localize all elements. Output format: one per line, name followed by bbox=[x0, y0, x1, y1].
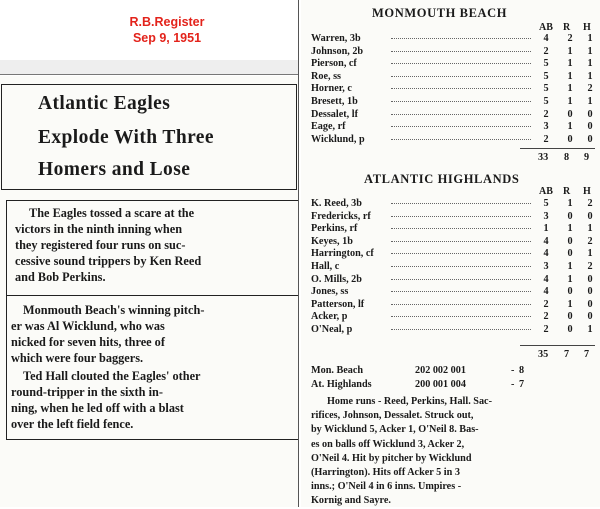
player-ab: 4 bbox=[543, 286, 549, 298]
leader-dots bbox=[391, 253, 531, 254]
headline-box bbox=[1, 84, 297, 190]
player-r: 0 bbox=[567, 133, 573, 145]
leader-dots bbox=[391, 291, 531, 292]
team1-player-row bbox=[311, 58, 593, 70]
linescore-runs: 7 bbox=[519, 379, 525, 390]
story-line: ning, when he led off with a blast bbox=[11, 401, 184, 415]
story-line: nicked for seven hits, three of bbox=[11, 335, 165, 349]
team2-total-h: 7 bbox=[584, 349, 590, 360]
leader-dots bbox=[391, 316, 531, 317]
notes-line: (Harrington). Hits off Acker 5 in 3 bbox=[311, 467, 460, 478]
player-r: 1 bbox=[567, 261, 573, 272]
notes-line: Kornig and Sayre. bbox=[311, 495, 391, 507]
col-header-r: R bbox=[563, 186, 571, 197]
leader-dots bbox=[391, 228, 531, 229]
team2-player-row bbox=[311, 286, 593, 298]
player-h: 2 bbox=[587, 235, 593, 247]
player-h: 0 bbox=[587, 298, 593, 310]
player-h: 0 bbox=[587, 108, 593, 120]
team2-player-row bbox=[311, 198, 593, 210]
player-name: Warren, 3b bbox=[311, 33, 361, 44]
source-publication: R.B.Register bbox=[129, 15, 205, 29]
linescore-row: At. Highlands 200 001 004 - 7 bbox=[311, 379, 525, 390]
leader-dots bbox=[391, 241, 531, 242]
player-h: 0 bbox=[587, 273, 593, 285]
player-h: 2 bbox=[587, 83, 593, 95]
player-name: Fredericks, rf bbox=[311, 210, 371, 222]
player-r: 0 bbox=[567, 248, 573, 260]
subhead-line: The Eagles tossed a scare at the bbox=[29, 206, 195, 220]
col-header-ab: AB bbox=[539, 186, 553, 197]
player-name: Harrington, cf bbox=[311, 248, 374, 260]
player-h: 1 bbox=[587, 248, 593, 260]
player-h: 2 bbox=[587, 198, 593, 209]
col-header-h: H bbox=[583, 186, 591, 197]
linescore-team: Mon. Beach bbox=[311, 365, 364, 376]
story-line: over the left field fence. bbox=[11, 417, 134, 431]
player-h: 1 bbox=[587, 45, 593, 57]
subhead-line: and Bob Perkins. bbox=[15, 270, 106, 284]
leader-dots bbox=[391, 329, 531, 330]
leader-dots bbox=[391, 126, 531, 127]
player-r: 0 bbox=[567, 286, 573, 298]
linescore-innings: 200 001 004 bbox=[415, 379, 466, 390]
team1-player-row bbox=[311, 121, 593, 133]
team1-player-row bbox=[311, 134, 593, 146]
team2-player-row bbox=[311, 211, 593, 223]
team2-title: ATLANTIC HIGHLANDS bbox=[364, 172, 520, 186]
player-r: 1 bbox=[567, 198, 573, 209]
leader-dots bbox=[391, 216, 531, 217]
player-h: 0 bbox=[587, 133, 593, 145]
leader-dots bbox=[391, 101, 531, 102]
player-r: 0 bbox=[567, 108, 573, 120]
player-r: 1 bbox=[567, 298, 573, 310]
team2-player-row bbox=[311, 261, 593, 273]
player-name: Pierson, cf bbox=[311, 58, 357, 70]
player-name: Johnson, 2b bbox=[311, 45, 364, 57]
player-name: Patterson, lf bbox=[311, 298, 365, 310]
team2-totals-rule bbox=[520, 345, 595, 346]
story-line: round-tripper in the sixth in- bbox=[11, 385, 163, 399]
player-ab: 5 bbox=[543, 58, 549, 70]
subhead-line: they registered four runs on suc- bbox=[15, 238, 186, 252]
linescore-runs: 8 bbox=[519, 365, 525, 376]
notes-line: es on balls off Wicklund 3, Acker 2, bbox=[311, 438, 465, 450]
player-r: 0 bbox=[567, 235, 573, 247]
player-h: 1 bbox=[587, 58, 593, 70]
notes-line: by Wicklund 5, Acker 1, O'Neil 8. Bas- bbox=[311, 424, 479, 436]
headline-line-3: Homers and Lose bbox=[38, 159, 191, 180]
player-ab: 2 bbox=[543, 45, 549, 57]
leader-dots bbox=[391, 88, 531, 89]
team2-player-row bbox=[311, 236, 593, 248]
leader-dots bbox=[391, 304, 531, 305]
player-r: 0 bbox=[567, 311, 573, 323]
player-r: 1 bbox=[567, 70, 573, 82]
player-name: O. Mills, 2b bbox=[311, 273, 362, 285]
team2-player-row bbox=[311, 274, 593, 286]
team2-total-r: 7 bbox=[564, 349, 570, 360]
player-h: 1 bbox=[587, 223, 593, 235]
player-h: 0 bbox=[587, 286, 593, 298]
story-box bbox=[6, 296, 299, 440]
player-ab: 4 bbox=[543, 273, 549, 285]
team2-total-ab: 35 bbox=[538, 349, 549, 360]
team2-player-row bbox=[311, 324, 593, 336]
player-ab: 1 bbox=[543, 223, 549, 235]
player-ab: 3 bbox=[543, 210, 549, 222]
player-name: Eage, rf bbox=[311, 121, 346, 133]
player-name: Dessalet, lf bbox=[311, 108, 358, 120]
player-ab: 2 bbox=[543, 108, 549, 120]
player-ab: 5 bbox=[543, 70, 549, 82]
player-r: 0 bbox=[567, 210, 573, 222]
story-line: er was Al Wicklund, who was bbox=[11, 319, 165, 333]
player-ab: 4 bbox=[543, 33, 549, 44]
player-r: 1 bbox=[567, 83, 573, 95]
source-date: Sep 9, 1951 bbox=[132, 31, 202, 45]
player-name: Perkins, rf bbox=[311, 223, 358, 235]
notes-line: O'Neil 4. Hit by pitcher by Wicklund bbox=[311, 452, 472, 464]
player-ab: 3 bbox=[543, 261, 549, 272]
player-name: Jones, ss bbox=[311, 286, 349, 298]
team1-player-row bbox=[311, 83, 593, 95]
player-r: 1 bbox=[567, 273, 573, 285]
player-name: Hall, c bbox=[311, 261, 340, 272]
leader-dots bbox=[391, 38, 531, 39]
player-ab: 5 bbox=[543, 96, 549, 107]
team2-player-row bbox=[311, 223, 593, 235]
player-r: 0 bbox=[567, 324, 573, 335]
team1-totals-rule bbox=[520, 148, 595, 149]
story-line: Monmouth Beach's winning pitch- bbox=[23, 303, 205, 317]
team1-player-row bbox=[311, 33, 593, 45]
team1-total-r: 8 bbox=[564, 152, 570, 163]
subhead-line: cessive sound trippers by Ken Reed bbox=[15, 254, 202, 268]
player-h: 0 bbox=[587, 121, 593, 133]
player-ab: 5 bbox=[543, 198, 549, 209]
player-name: Keyes, 1b bbox=[311, 235, 353, 247]
team1-player-row bbox=[311, 109, 593, 121]
team1-title: MONMOUTH BEACH bbox=[372, 6, 508, 20]
player-h: 0 bbox=[587, 210, 593, 222]
col-header-ab: AB bbox=[539, 22, 553, 33]
player-r: 2 bbox=[567, 33, 573, 44]
leader-dots bbox=[391, 114, 531, 115]
player-ab: 2 bbox=[543, 298, 549, 310]
team1-player-row bbox=[311, 46, 593, 58]
player-h: 1 bbox=[587, 324, 593, 335]
leader-dots bbox=[391, 63, 531, 64]
team1-player-row bbox=[311, 71, 593, 83]
team1-total-h: 9 bbox=[584, 152, 590, 163]
player-r: 1 bbox=[567, 96, 573, 107]
player-h: 2 bbox=[587, 261, 593, 272]
story-line: which were four baggers. bbox=[11, 351, 144, 365]
team2-player-row bbox=[311, 299, 593, 311]
linescore-row: Mon. Beach 202 002 001 - 8 bbox=[311, 365, 525, 376]
team2-player-row bbox=[311, 311, 593, 323]
player-ab: 2 bbox=[543, 133, 549, 145]
player-ab: 4 bbox=[543, 235, 549, 247]
player-ab: 2 bbox=[543, 324, 549, 335]
player-ab: 3 bbox=[543, 121, 549, 133]
leader-dots bbox=[391, 139, 531, 140]
column-divider bbox=[298, 0, 299, 507]
notes-line: Home runs - Reed, Perkins, Hall. Sac- bbox=[327, 396, 492, 407]
headline-line-2: Explode With Three bbox=[38, 127, 214, 148]
player-ab: 5 bbox=[543, 83, 549, 95]
col-header-r: R bbox=[563, 22, 571, 33]
clipping-top-strip bbox=[0, 60, 298, 75]
story-line: Ted Hall clouted the Eagles' other bbox=[23, 369, 201, 383]
source-label bbox=[107, 14, 227, 46]
notes-line: rifices, Johnson, Dessalet. Struck out, bbox=[311, 410, 474, 422]
player-ab: 2 bbox=[543, 311, 549, 323]
leader-dots bbox=[391, 76, 531, 77]
team1-total-ab: 33 bbox=[538, 152, 549, 163]
player-r: 1 bbox=[567, 58, 573, 70]
player-name: Roe, ss bbox=[311, 70, 341, 82]
notes-line: inns.; O'Neil 4 in 6 inns. Umpires - bbox=[311, 481, 462, 493]
linescore-innings: 202 002 001 bbox=[415, 365, 466, 376]
leader-dots bbox=[391, 203, 531, 204]
subhead-box bbox=[6, 200, 299, 296]
player-r: 1 bbox=[567, 121, 573, 133]
player-r: 1 bbox=[567, 223, 573, 235]
subhead-line: victors in the ninth inning when bbox=[15, 222, 183, 236]
leader-dots bbox=[391, 51, 531, 52]
player-name: Horner, c bbox=[311, 83, 352, 95]
player-name: O'Neal, p bbox=[311, 324, 353, 335]
linescore-team: At. Highlands bbox=[311, 379, 372, 390]
player-name: Bresett, 1b bbox=[311, 96, 358, 107]
player-name: Acker, p bbox=[311, 311, 348, 323]
leader-dots bbox=[391, 279, 531, 280]
player-name: K. Reed, 3b bbox=[311, 198, 362, 209]
player-name: Wicklund, p bbox=[311, 133, 365, 145]
team1-player-row bbox=[311, 96, 593, 108]
player-r: 1 bbox=[567, 45, 573, 57]
player-h: 1 bbox=[587, 70, 593, 82]
player-h: 1 bbox=[587, 33, 593, 44]
col-header-h: H bbox=[583, 22, 591, 33]
team2-player-row bbox=[311, 248, 593, 260]
player-h: 1 bbox=[587, 96, 593, 107]
leader-dots bbox=[391, 266, 531, 267]
player-h: 0 bbox=[587, 311, 593, 323]
headline-line-1: Atlantic Eagles bbox=[38, 93, 171, 114]
player-ab: 4 bbox=[543, 248, 549, 260]
